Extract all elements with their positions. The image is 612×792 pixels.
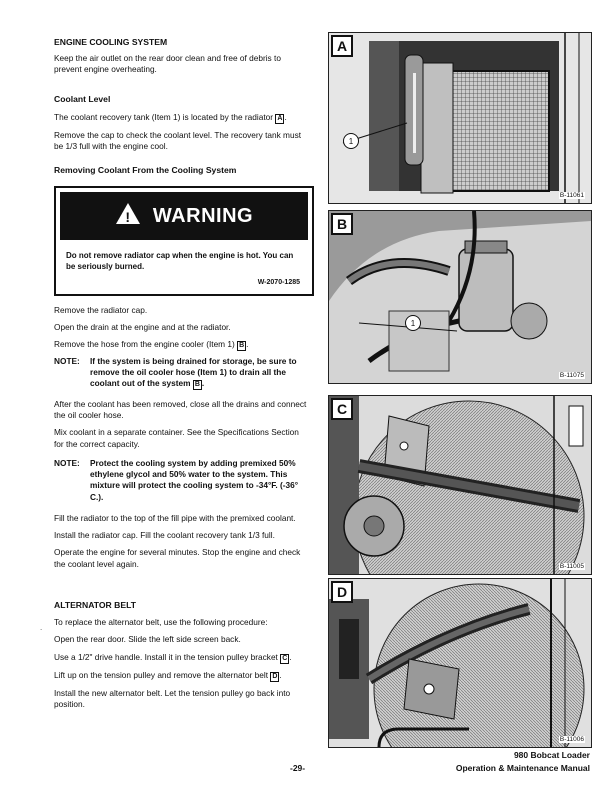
figure-ref: A <box>277 115 283 123</box>
note-text: Protect the cooling system by adding premixed 50% ethylene glycol and 50% water to the system. This mixture will protect the cooling system to -34°F. (-36° C.). <box>90 458 299 502</box>
footer-model: 980 Bobcat Loader <box>513 750 590 760</box>
step: Mix coolant in a separate container. See the Specifications Section for the correct capacity. <box>54 427 299 449</box>
footer-manual-title: Operation & Maintenance Manual <box>455 763 590 773</box>
section-title: ALTERNATOR BELT <box>54 600 136 610</box>
section-title: ENGINE COOLING SYSTEM <box>54 37 168 47</box>
figure-letter: A <box>331 35 353 57</box>
step: Remove the hose from the engine cooler (Item 1) B . <box>54 339 249 350</box>
fill-steps <box>54 513 310 570</box>
item-callout: 1 <box>405 315 421 331</box>
figure-letter: D <box>331 581 353 603</box>
paragraph: Remove the cap to check the coolant level. The recovery tank must be 1/3 full with the engine cool. <box>54 130 302 152</box>
warning-text: Do not remove radiator cap when the engine is hot. You can be seriously burned. <box>66 251 294 271</box>
paragraph: Keep the air outlet on the rear door clean and free of debris to prevent engine overheating. <box>54 53 281 75</box>
figure-b <box>328 210 592 384</box>
item-callout: 1 <box>343 133 359 149</box>
figure-ref: D <box>272 672 278 680</box>
paragraph: The coolant recovery tank (Item 1) is located by the radiator A . <box>54 112 287 123</box>
cooling-section <box>54 37 310 76</box>
alternator-section <box>54 600 310 710</box>
figure-a <box>328 32 592 204</box>
step: Fill the radiator to the top of the fill pipe with the premixed coolant. <box>54 513 296 523</box>
figure-number: B-11061 <box>559 192 584 199</box>
figure-number: B-11075 <box>559 372 584 379</box>
alternator-belt-illustration <box>329 579 591 747</box>
warning-code: W-2070-1285 <box>257 279 300 286</box>
step: Install the new alternator belt. Let the tension pulley go back into position. <box>54 687 291 709</box>
subsection-title: Removing Coolant From the Cooling System <box>54 165 237 175</box>
drain-steps <box>54 305 310 351</box>
step: Install the radiator cap. Fill the coolant recovery tank 1/3 full. <box>54 530 275 541</box>
radiator-illustration <box>329 33 591 203</box>
margin-mark: . <box>40 623 43 632</box>
warning-heading: WARNING <box>152 204 254 227</box>
step: To replace the alternator belt, use the following procedure: <box>54 617 268 628</box>
note-text: If the system is being drained for storage, be sure to remove the oil cooler hose (Item 1) to drain all the coolant out of the system B . <box>90 356 297 389</box>
page-number: -29- <box>290 763 306 773</box>
warning-box <box>54 186 314 296</box>
figure-ref: B <box>239 342 245 350</box>
figure-ref: B <box>194 381 200 389</box>
step: Open the drain at the engine and at the radiator. <box>54 322 231 333</box>
note-label: NOTE: <box>54 356 80 366</box>
figure-number: B-11005 <box>559 563 584 570</box>
step: After the coolant has been removed, close all the drains and connect the oil cooler hose. <box>54 399 307 421</box>
removing-section <box>54 165 310 176</box>
warning-triangle-icon <box>115 202 141 231</box>
step: Use a 1/2" drive handle. Install it in the tension pulley bracket C . <box>54 651 292 662</box>
figure-ref: C <box>282 654 288 662</box>
figure-letter: C <box>331 398 353 420</box>
refill-steps <box>54 399 310 450</box>
tension-pulley-illustration <box>329 396 591 574</box>
note-storage <box>54 356 310 390</box>
engine-cooler-illustration <box>329 211 591 383</box>
coolant-level-section <box>54 94 310 153</box>
note-antifreeze <box>54 458 310 503</box>
step: Open the rear door. Slide the left side screen back. <box>54 634 241 645</box>
figure-letter: B <box>331 213 353 235</box>
figure-c <box>328 395 592 575</box>
figure-number: B-11006 <box>559 736 584 743</box>
warning-symbol: ! <box>125 208 131 225</box>
step: Lift up on the tension pulley and remove the alternator belt D . <box>54 669 282 680</box>
step: Operate the engine for several minutes. Stop the engine and check the coolant level again. <box>54 547 301 569</box>
warning-banner <box>60 192 308 240</box>
figure-d <box>328 578 592 748</box>
step: Remove the radiator cap. <box>54 305 148 315</box>
note-label: NOTE: <box>54 458 80 468</box>
subsection-title: Coolant Level <box>54 94 111 104</box>
